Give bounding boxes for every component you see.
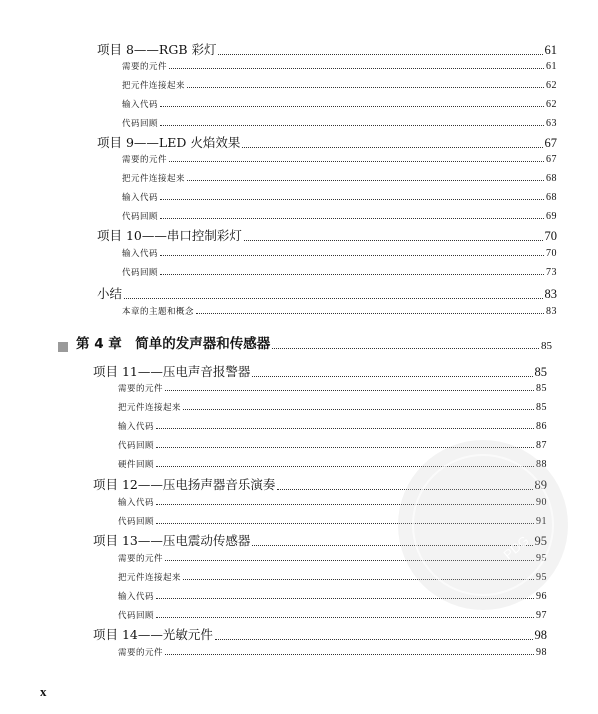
leader-dots <box>187 86 544 88</box>
toc-entry <box>122 117 557 129</box>
leader-dots <box>244 239 543 241</box>
leader-dots <box>160 198 544 200</box>
toc-entry-summary <box>97 284 557 302</box>
toc-entry-label: 项目 8——RGB 彩灯 <box>97 42 217 57</box>
toc-entry-label: 代码回顾 <box>122 212 159 222</box>
toc-entry-page: 87 <box>536 440 547 451</box>
toc-entry <box>122 210 557 222</box>
leader-dots <box>183 408 534 410</box>
toc-entry-label: 代码回顾 <box>118 517 155 527</box>
leader-dots <box>218 53 542 55</box>
toc-entry-page: 73 <box>546 267 557 278</box>
toc-entry <box>122 172 557 184</box>
toc-entry-project-11 <box>93 362 547 380</box>
toc-entry-page: 90 <box>536 497 547 508</box>
toc-entry-page: 95 <box>536 553 547 564</box>
toc-entry-label: 项目 12——压电扬声器音乐演奏 <box>93 477 276 492</box>
toc-entry-label: 把元件连接起来 <box>122 81 186 91</box>
toc-entry-project-10 <box>97 226 557 244</box>
toc-entry-label: 代码回顾 <box>122 268 159 278</box>
toc-entry-label: 项目 13——压电震动传感器 <box>93 533 251 548</box>
toc-entry-page: 69 <box>546 211 557 222</box>
toc-entry-page: 91 <box>536 516 547 527</box>
toc-entry-page: 70 <box>544 229 557 243</box>
toc-chapter-label: 第 4 章 简单的发声器和传感器 <box>76 336 271 352</box>
toc-entry-label: 需要的元件 <box>122 62 168 72</box>
page-number: x <box>40 684 47 699</box>
toc-entry-page: 85 <box>541 340 552 352</box>
toc-entry-page: 67 <box>544 136 557 150</box>
toc-entry-project-9 <box>97 133 557 151</box>
toc-entry-page: 70 <box>546 248 557 259</box>
toc-chapter-4 <box>58 332 552 352</box>
toc-entry <box>118 382 547 394</box>
toc-entry <box>122 191 557 203</box>
toc-entry-page: 95 <box>534 534 547 548</box>
toc-entry-page: 83 <box>546 306 557 317</box>
leader-dots <box>215 638 533 640</box>
leader-dots <box>165 653 534 655</box>
leader-dots <box>124 297 542 299</box>
toc-entry-label: 项目 11——压电声音报警器 <box>93 364 251 379</box>
toc-entry-page: 85 <box>534 365 547 379</box>
toc-entry-label: 硬件回顾 <box>118 460 155 470</box>
toc-entry-label: 输入代码 <box>118 422 155 432</box>
toc-entry-label: 输入代码 <box>122 249 159 259</box>
chapter-marker-icon <box>58 342 68 352</box>
leader-dots <box>160 254 544 256</box>
leader-dots <box>272 347 539 349</box>
toc-entry <box>122 266 557 278</box>
toc-entry <box>118 609 547 621</box>
toc-entry-label: 输入代码 <box>122 100 159 110</box>
toc-entry <box>118 401 547 413</box>
toc-entry-label: 项目 9——LED 火焰效果 <box>97 135 241 150</box>
toc-entry-label: 把元件连接起来 <box>118 403 182 413</box>
leader-dots <box>169 67 544 69</box>
toc-entry-label: 把元件连接起来 <box>122 174 186 184</box>
leader-dots <box>160 217 544 219</box>
toc-entry-label: 把元件连接起来 <box>118 573 182 583</box>
toc-entry-project-8 <box>97 40 557 58</box>
leader-dots <box>242 146 542 148</box>
toc-entry-label: 需要的元件 <box>118 648 164 658</box>
toc-entry-label: 代码回顾 <box>122 119 159 129</box>
toc-entry-label: 需要的元件 <box>122 155 168 165</box>
toc-entry-page: 98 <box>536 647 547 658</box>
toc-entry-page: 62 <box>546 80 557 91</box>
toc-entry-label: 输入代码 <box>118 592 155 602</box>
toc-entry <box>122 98 557 110</box>
toc-entry-page: 97 <box>536 610 547 621</box>
toc-entry <box>118 420 547 432</box>
leader-dots <box>160 124 544 126</box>
leader-dots <box>187 179 544 181</box>
toc-entry-label: 小结 <box>97 286 123 301</box>
toc-entry <box>118 646 547 658</box>
toc-entry-label: 项目 10——串口控制彩灯 <box>97 228 242 243</box>
toc-entry-page: 68 <box>546 192 557 203</box>
toc-entry-page: 61 <box>544 43 557 57</box>
toc-entry-page: 85 <box>536 402 547 413</box>
toc-entry-label: 代码回顾 <box>118 611 155 621</box>
toc-entry-page: 88 <box>536 459 547 470</box>
toc-entry <box>122 60 557 72</box>
toc-entry-page: 86 <box>536 421 547 432</box>
toc-entry-label: 项目 14——光敏元件 <box>93 627 213 642</box>
leader-dots <box>252 375 532 377</box>
toc-entry <box>122 79 557 91</box>
toc-entry-page: 67 <box>546 154 557 165</box>
leader-dots <box>160 105 544 107</box>
watermark-text: PDG <box>500 532 532 563</box>
leader-dots <box>156 616 534 618</box>
toc-entry <box>122 247 557 259</box>
toc-entry-page: 96 <box>536 591 547 602</box>
toc-entry-page: 62 <box>546 99 557 110</box>
toc-entry <box>122 153 557 165</box>
toc-entry <box>122 305 557 317</box>
leader-dots <box>196 312 544 314</box>
toc-entry-project-14 <box>93 625 547 643</box>
toc-entry-page: 95 <box>536 572 547 583</box>
toc-entry-label: 输入代码 <box>118 498 155 508</box>
toc-entry-label: 代码回顾 <box>118 441 155 451</box>
toc-entry-label: 输入代码 <box>122 193 159 203</box>
watermark-stamp <box>398 440 568 610</box>
toc-entry-page: 68 <box>546 173 557 184</box>
watermark-ring <box>412 454 554 596</box>
toc-entry-page: 61 <box>546 61 557 72</box>
toc-entry-page: 83 <box>544 287 557 301</box>
toc-entry-page: 85 <box>536 383 547 394</box>
toc-entry-page: 63 <box>546 118 557 129</box>
leader-dots <box>165 389 534 391</box>
leader-dots <box>169 160 544 162</box>
toc-entry-label: 需要的元件 <box>118 384 164 394</box>
toc-entry-label: 本章的主题和概念 <box>122 307 195 317</box>
leader-dots <box>160 273 544 275</box>
toc-entry-page: 89 <box>534 478 547 492</box>
toc-entry-page: 98 <box>534 628 547 642</box>
leader-dots <box>156 427 534 429</box>
toc-entry-label: 需要的元件 <box>118 554 164 564</box>
